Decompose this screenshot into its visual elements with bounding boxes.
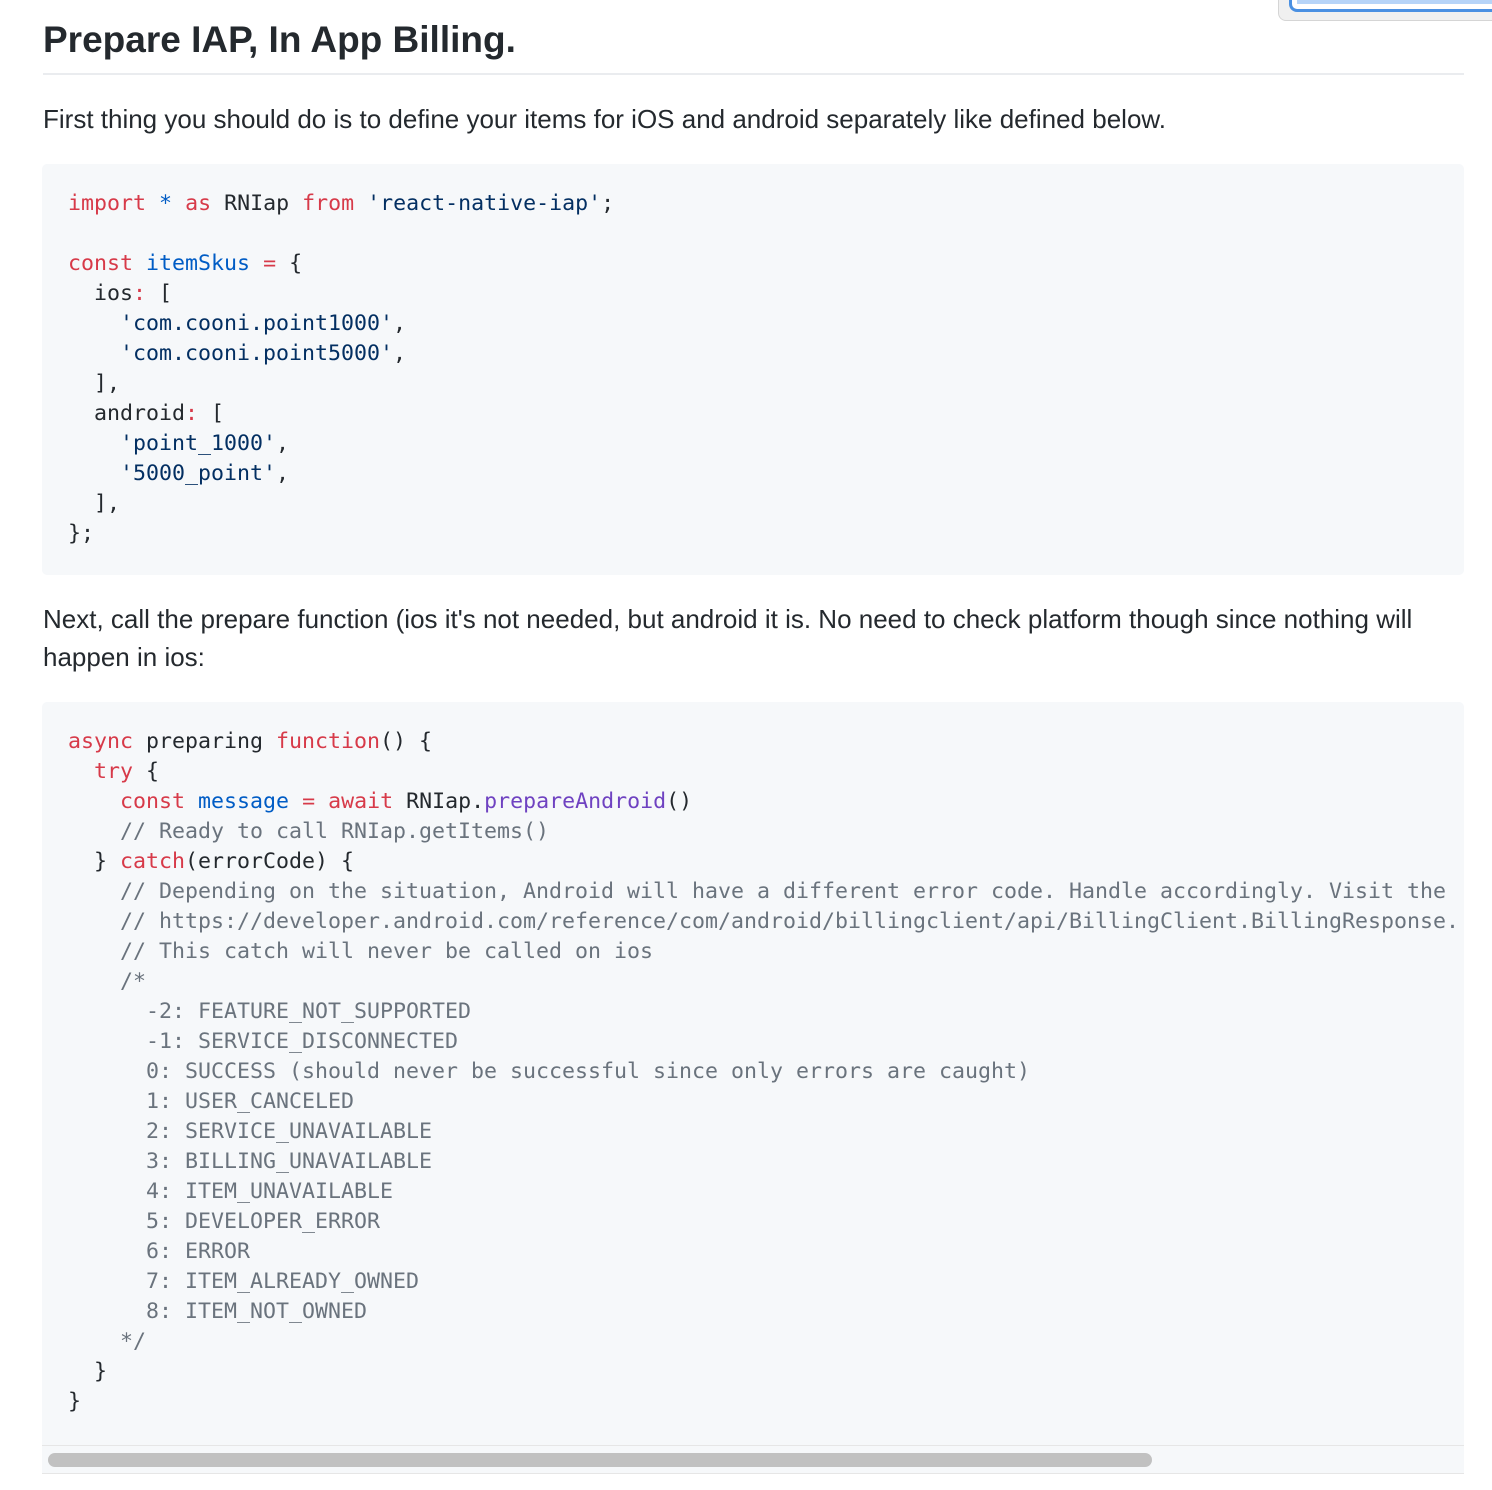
code-text: (errorCode) {: [185, 849, 355, 874]
code-line: [68, 997, 1438, 1027]
scrollbar-thumb[interactable]: [48, 1453, 1152, 1467]
code-keyword: function: [276, 729, 381, 754]
code-constant: itemSkus: [146, 251, 251, 276]
code-comment: // This catch will never be called on ios: [68, 939, 654, 964]
code-line: [68, 1177, 1438, 1207]
code-comment: // https://developer.android.com/reference/com/android/billingclient/api/BillingClient.BillingResponse.: [68, 909, 1460, 934]
code-line: [68, 1027, 1438, 1057]
code-text: [315, 789, 328, 814]
code-text: [354, 191, 367, 216]
code-text: [68, 759, 94, 784]
code-string: 'com.cooni.point5000': [68, 341, 394, 366]
code-comment: 5: DEVELOPER_ERROR: [68, 1209, 381, 1234]
code-line: [68, 279, 1438, 309]
section-heading: Prepare IAP, In App Billing.: [43, 18, 1464, 75]
code-text: }: [68, 849, 121, 874]
code-text: ,: [393, 311, 407, 336]
code-comment: 1: USER_CANCELED: [68, 1089, 355, 1114]
code-block-item-skus: [42, 164, 1464, 575]
code-line: [68, 877, 1447, 907]
code-comment: // Depending on the situation, Android will have a different error code. Handle accordingly. Visit the: [68, 879, 1447, 904]
code-line: [68, 369, 1438, 399]
code-text: };: [68, 521, 95, 546]
code-text: android: [68, 401, 186, 426]
code-text: [250, 251, 263, 276]
code-line: [68, 1207, 1438, 1237]
code-keyword: catch: [120, 849, 186, 874]
selection-highlight: [1297, 0, 1492, 4]
code-comment: /*: [68, 969, 147, 994]
code-keyword: const: [68, 251, 134, 276]
code-text: [133, 251, 146, 276]
code-text: {: [276, 251, 303, 276]
code-line: [68, 787, 1438, 817]
code-comment: 4: ITEM_UNAVAILABLE: [68, 1179, 394, 1204]
intro-paragraph: First thing you should do is to define your items for iOS and android separately like defined below.: [43, 104, 1166, 134]
code-line: [68, 429, 1438, 459]
code-comment: // Ready to call RNIap.getItems(): [68, 819, 550, 844]
horizontal-scrollbar[interactable]: [42, 1445, 1464, 1474]
code-text: RNIap: [211, 191, 303, 216]
code-text: {: [133, 759, 160, 784]
code-text: ios: [68, 281, 134, 306]
code-line: [68, 189, 1438, 219]
code-text: }: [68, 1389, 82, 1414]
code-content: [42, 702, 1464, 1442]
code-line: [68, 519, 1438, 549]
code-comment: -1: SERVICE_DISCONNECTED: [68, 1029, 459, 1054]
code-line: [68, 339, 1438, 369]
code-text: ],: [68, 491, 121, 516]
code-line: [68, 219, 1438, 249]
code-line: [68, 757, 1438, 787]
code-comment: 8: ITEM_NOT_OWNED: [68, 1299, 368, 1324]
selection-box: [1289, 0, 1492, 12]
code-text: }: [68, 1359, 108, 1384]
code-constant: message: [198, 789, 290, 814]
code-text: (): [666, 789, 693, 814]
code-comment: 7: ITEM_ALREADY_OWNED: [68, 1269, 420, 1294]
code-keyword: try: [94, 759, 134, 784]
code-comment: 2: SERVICE_UNAVAILABLE: [68, 1119, 433, 1144]
code-text: RNIap.: [393, 789, 485, 814]
code-line: [68, 459, 1438, 489]
code-line: [68, 907, 1460, 937]
code-text: [289, 789, 302, 814]
code-text: ,: [276, 461, 290, 486]
code-line: [68, 249, 1438, 279]
code-text: [68, 789, 120, 814]
code-keyword: async: [68, 729, 134, 754]
code-string: 'react-native-iap': [367, 191, 602, 216]
code-text: ],: [68, 371, 121, 396]
code-text: () {: [380, 729, 433, 754]
code-line: [68, 1267, 1438, 1297]
code-keyword: const: [120, 789, 186, 814]
code-string: '5000_point': [68, 461, 277, 486]
code-keyword: =: [263, 251, 277, 276]
code-comment: -2: FEATURE_NOT_SUPPORTED: [68, 999, 472, 1024]
code-line: [68, 1297, 1438, 1327]
code-comment: 0: SUCCESS (should never be successful since only errors are caught): [68, 1059, 1031, 1084]
code-line: [68, 309, 1438, 339]
code-string: 'com.cooni.point1000': [68, 311, 394, 336]
code-keyword: =: [302, 789, 316, 814]
code-keyword: :: [133, 281, 147, 306]
code-text: ;: [601, 191, 615, 216]
code-line: [68, 817, 1438, 847]
code-text: ,: [393, 341, 407, 366]
code-line: [68, 1057, 1438, 1087]
code-text: ,: [276, 431, 290, 456]
code-text: preparing: [133, 729, 277, 754]
code-text: [: [198, 401, 225, 426]
code-line: [68, 1387, 1438, 1417]
code-keyword: :: [185, 401, 199, 426]
code-content: [42, 164, 1464, 574]
code-constant: *: [159, 191, 173, 216]
code-line: [68, 1087, 1438, 1117]
code-comment: 6: ERROR: [68, 1239, 251, 1264]
code-line: [68, 937, 1438, 967]
code-line: [68, 1147, 1438, 1177]
code-line: [68, 489, 1438, 519]
code-string: 'point_1000': [68, 431, 277, 456]
code-text: [146, 191, 159, 216]
code-line: [68, 1327, 1438, 1357]
next-paragraph: Next, call the prepare function (ios it's not needed, but android it is. No need to check platform though since nothing will happen in ios:: [43, 604, 1413, 672]
code-keyword: from: [302, 191, 355, 216]
code-line: [68, 967, 1438, 997]
code-text: [: [146, 281, 173, 306]
code-line: [68, 727, 1438, 757]
code-comment: */: [68, 1329, 147, 1354]
code-keyword: as: [185, 191, 212, 216]
code-keyword: import: [68, 191, 147, 216]
code-keyword: await: [328, 789, 394, 814]
code-function: prepareAndroid: [484, 789, 667, 814]
code-block-preparing: [42, 702, 1464, 1445]
code-line: [68, 1117, 1438, 1147]
code-text: [185, 789, 198, 814]
code-comment: 3: BILLING_UNAVAILABLE: [68, 1149, 433, 1174]
code-line: [68, 1237, 1438, 1267]
code-line: [68, 1357, 1438, 1387]
code-text: [172, 191, 185, 216]
code-line: [68, 399, 1438, 429]
code-line: [68, 847, 1438, 877]
